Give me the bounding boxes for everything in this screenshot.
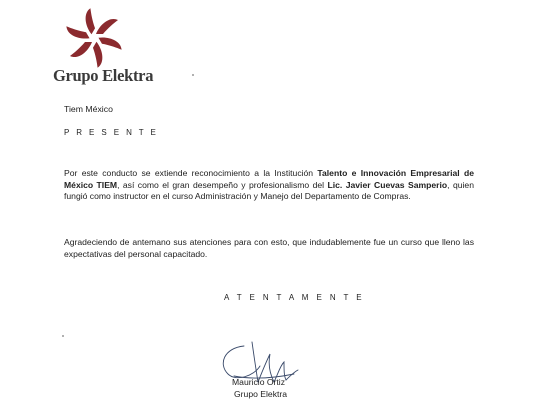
scan-speck — [62, 335, 64, 337]
signatory-organization: Grupo Elektra — [234, 389, 288, 399]
paragraph-text-1: Por este conducto se extiende reconocimiento a la Institución — [64, 168, 318, 178]
closing: A T E N T A M E N T E — [224, 293, 365, 302]
acknowledgment-paragraph — [64, 168, 474, 203]
grupo-elektra-logo-icon — [64, 8, 124, 68]
instructor-name: Lic. Javier Cuevas Samperio — [327, 179, 448, 190]
institution-name: Talento e Innovación Empresarial de México TIEM — [64, 168, 474, 190]
logo-text: Grupo Elektra — [53, 66, 154, 85]
scan-speck — [192, 74, 194, 76]
thanks-paragraph: Agradeciendo de antemano sus atenciones para con esto, que indudablemente fue un curso que lleno las expectativas del personal capacitado. — [64, 237, 474, 259]
paragraph-text-3: , quien fungió como instructor en el curso Administración y Manejo del Departamento de Compras. — [64, 179, 474, 202]
salutation: P R E S E N T E — [64, 128, 159, 137]
paragraph-text-2: , así como el gran desempeño y profesionalismo del — [117, 179, 328, 190]
recipient-name: Tiem México — [64, 104, 113, 114]
signatory-name: Mauricio Ortiz — [232, 377, 286, 387]
